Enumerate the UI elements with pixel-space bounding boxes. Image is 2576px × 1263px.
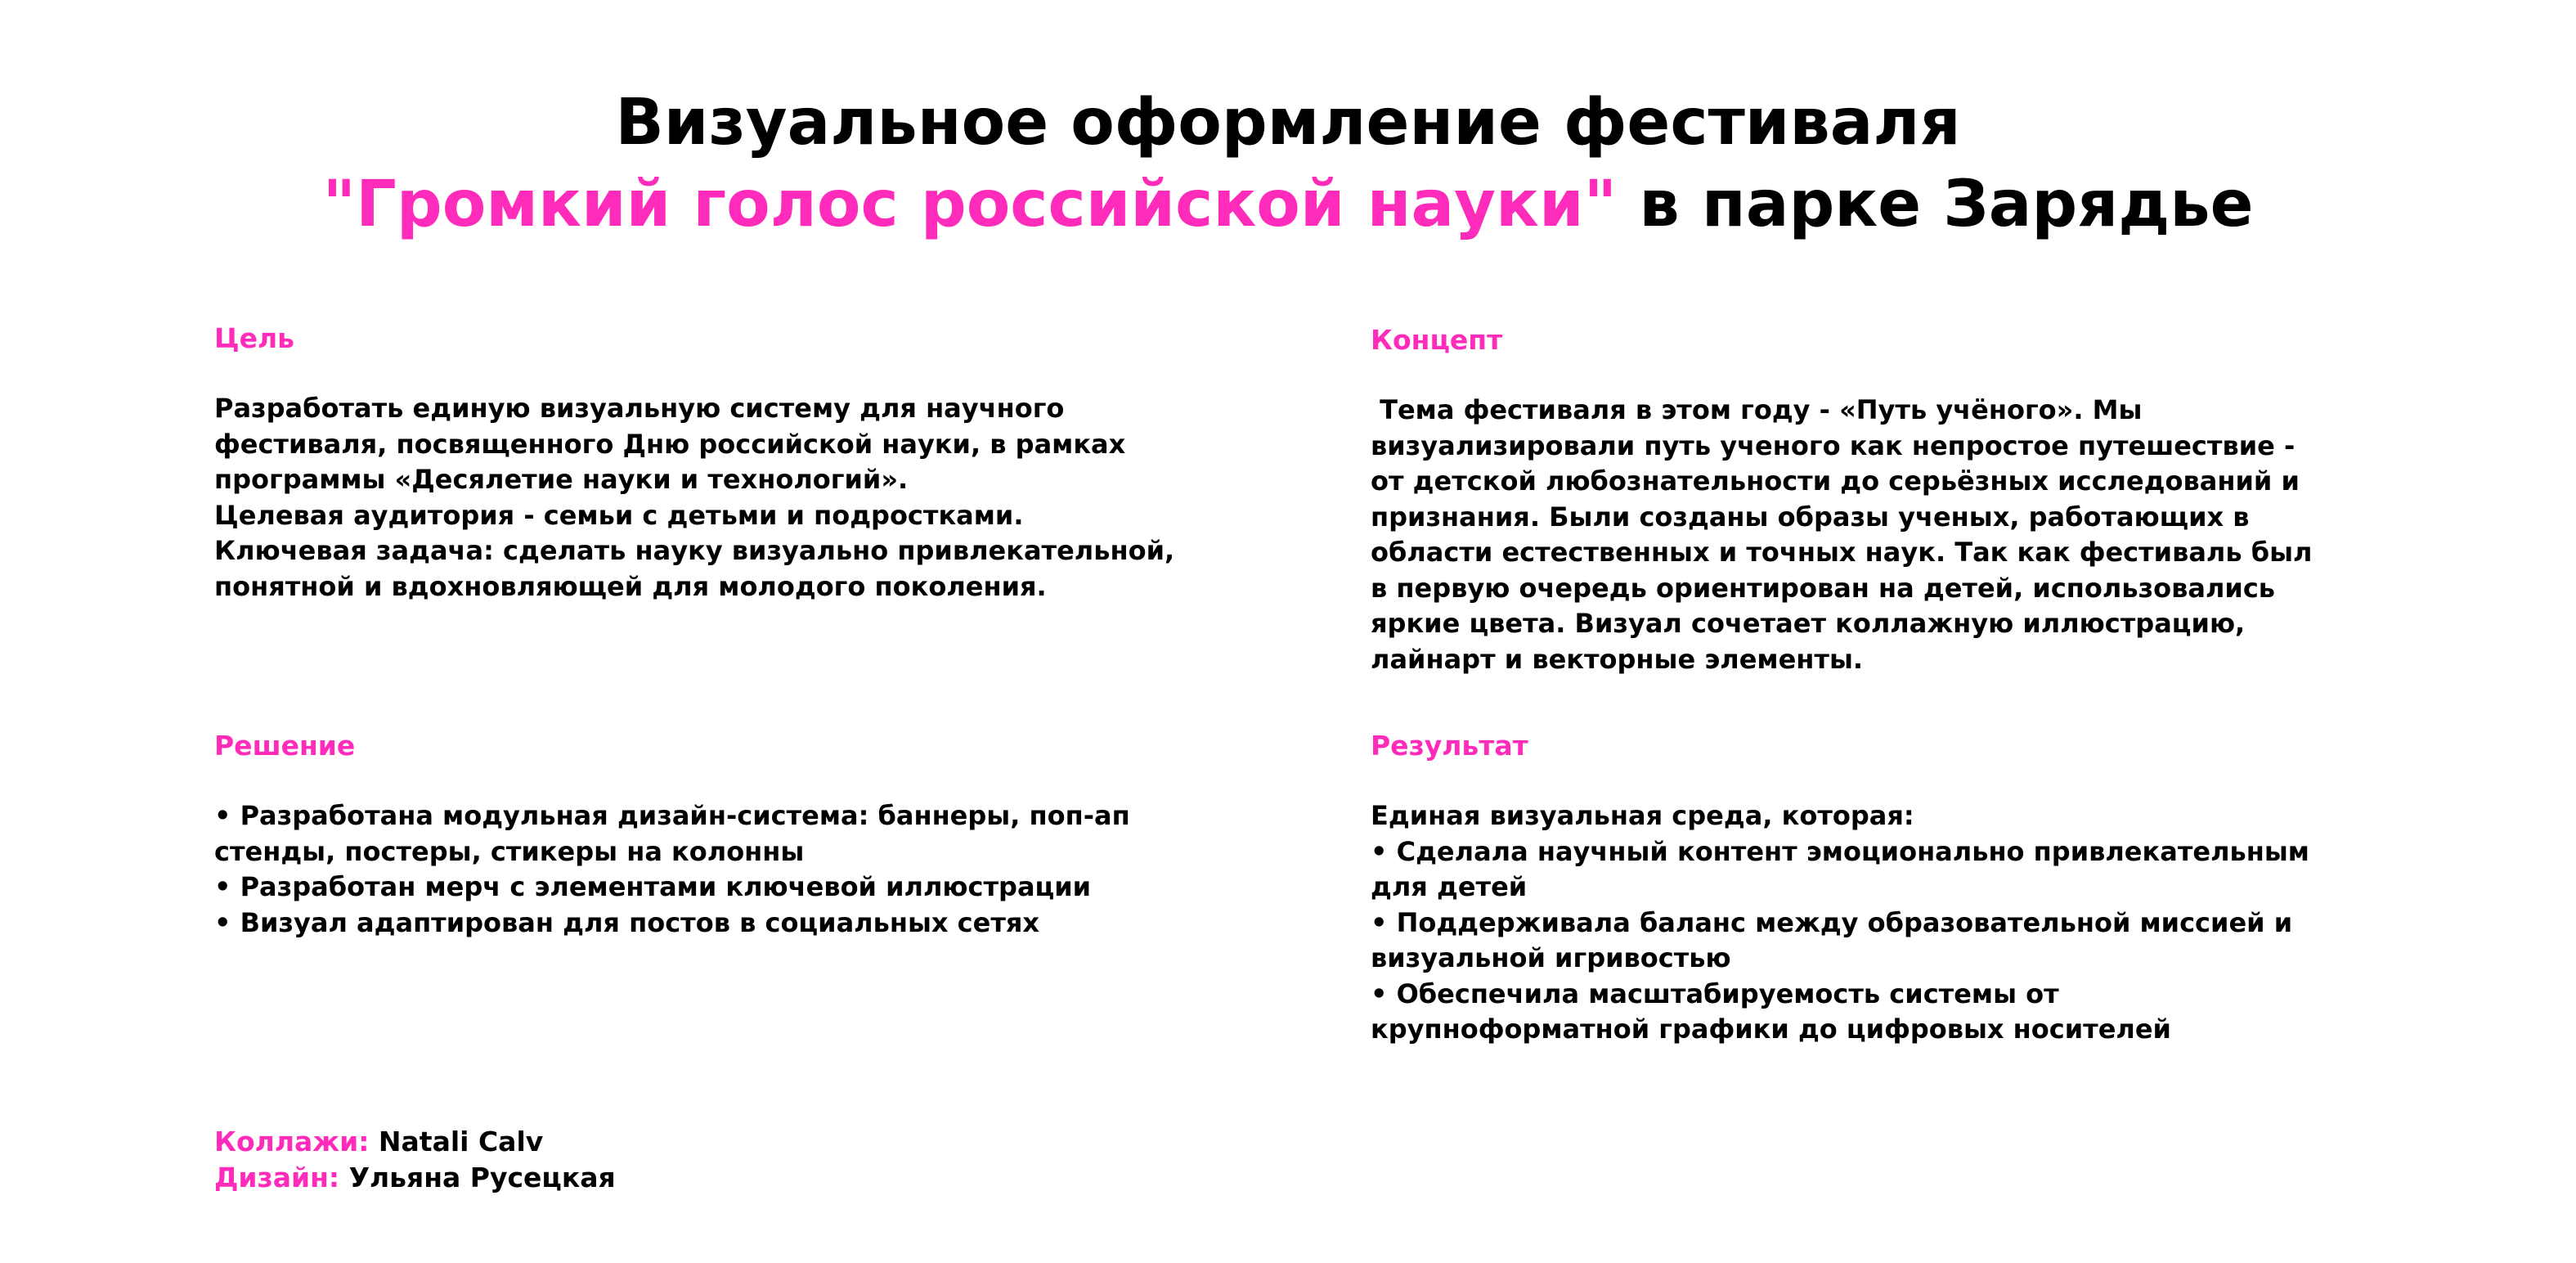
section-heading: Результат [1371, 730, 1528, 762]
text-line: • Сделала научный контент эмоционально привлекательным [1371, 835, 2309, 867]
credit-name: Ульяна Русецкая [339, 1162, 616, 1193]
text-line: визуализировали путь ученого как непростое путешествие - [1371, 429, 2296, 461]
section-heading: Концепт [1371, 324, 1503, 356]
section-body [214, 798, 1359, 941]
text-line: для детей [1371, 871, 1528, 902]
page-title-line-1: Визуальное оформление фестиваля [615, 86, 1961, 160]
credit-label: Коллажи: [214, 1126, 370, 1157]
text-line: визуальной игривостью [1371, 942, 1731, 973]
festival-name: "Громкий голос российской науки" [322, 168, 1618, 241]
text-line: фестиваля, посвященного Дню российской науки, в рамках [214, 428, 1126, 460]
text-line: Ключевая задача: сделать науку визуально привлекательной, [214, 535, 1175, 566]
page-title-line-2 [0, 164, 2576, 245]
text-line: • Обеспечила масштабируемость системы от [1371, 978, 2059, 1009]
text-line: • Визуал адаптирован для постов в социальных сетях [214, 906, 1040, 938]
section-concept [1371, 322, 2515, 677]
text-line: понятной и вдохновляющей для молодого поколения. [214, 570, 1047, 602]
text-line: Тема фестиваля в этом году - «Путь учёного». Мы [1371, 394, 2143, 425]
section-body [214, 391, 1359, 605]
section-body [1371, 798, 2515, 1048]
section-heading: Решение [214, 730, 356, 762]
title-location: в парке Зарядье [1617, 168, 2254, 241]
credits [214, 1124, 616, 1196]
section-goal [214, 321, 1359, 605]
text-line: Разработать единую визуальную систему для научного [214, 393, 1065, 424]
text-line: признания. Были созданы образы ученых, работающих в [1371, 501, 2250, 533]
text-line: от детской любознательности до серьёзных исследований и [1371, 465, 2300, 497]
credit-design [214, 1160, 616, 1196]
text-line: Целевая аудитория - семьи с детьми и подростками. [214, 499, 1024, 531]
section-solution [214, 728, 1359, 941]
credit-label: Дизайн: [214, 1162, 340, 1193]
text-line: области естественных и точных наук. Так как фестиваль был [1371, 537, 2313, 568]
text-line: лайнарт и векторные элементы. [1371, 643, 1864, 675]
text-line: • Поддерживала баланс между образовательной миссией и [1371, 906, 2293, 938]
section-heading: Цель [214, 322, 295, 354]
text-line: Единая визуальная среда, которая: [1371, 800, 1914, 831]
text-line: в первую очередь ориентирован на детей, использовались [1371, 572, 2276, 604]
section-result [1371, 728, 2515, 1048]
text-line: • Разработана модульная дизайн-система: баннеры, поп-ап [214, 800, 1130, 831]
text-line: программы «Десялетие науки и технологий». [214, 464, 909, 495]
text-line: • Разработан мерч с элементами ключевой иллюстрации [214, 871, 1092, 902]
section-body [1371, 393, 2515, 677]
text-line: стенды, постеры, стикеры на колонны [214, 835, 805, 867]
credit-name: Natali Calv [369, 1126, 544, 1157]
text-line: крупноформатной графики до цифровых носителей [1371, 1014, 2171, 1045]
text-line: яркие цвета. Визуал сочетает коллажную иллюстрацию, [1371, 608, 2246, 639]
credit-collage [214, 1124, 616, 1160]
